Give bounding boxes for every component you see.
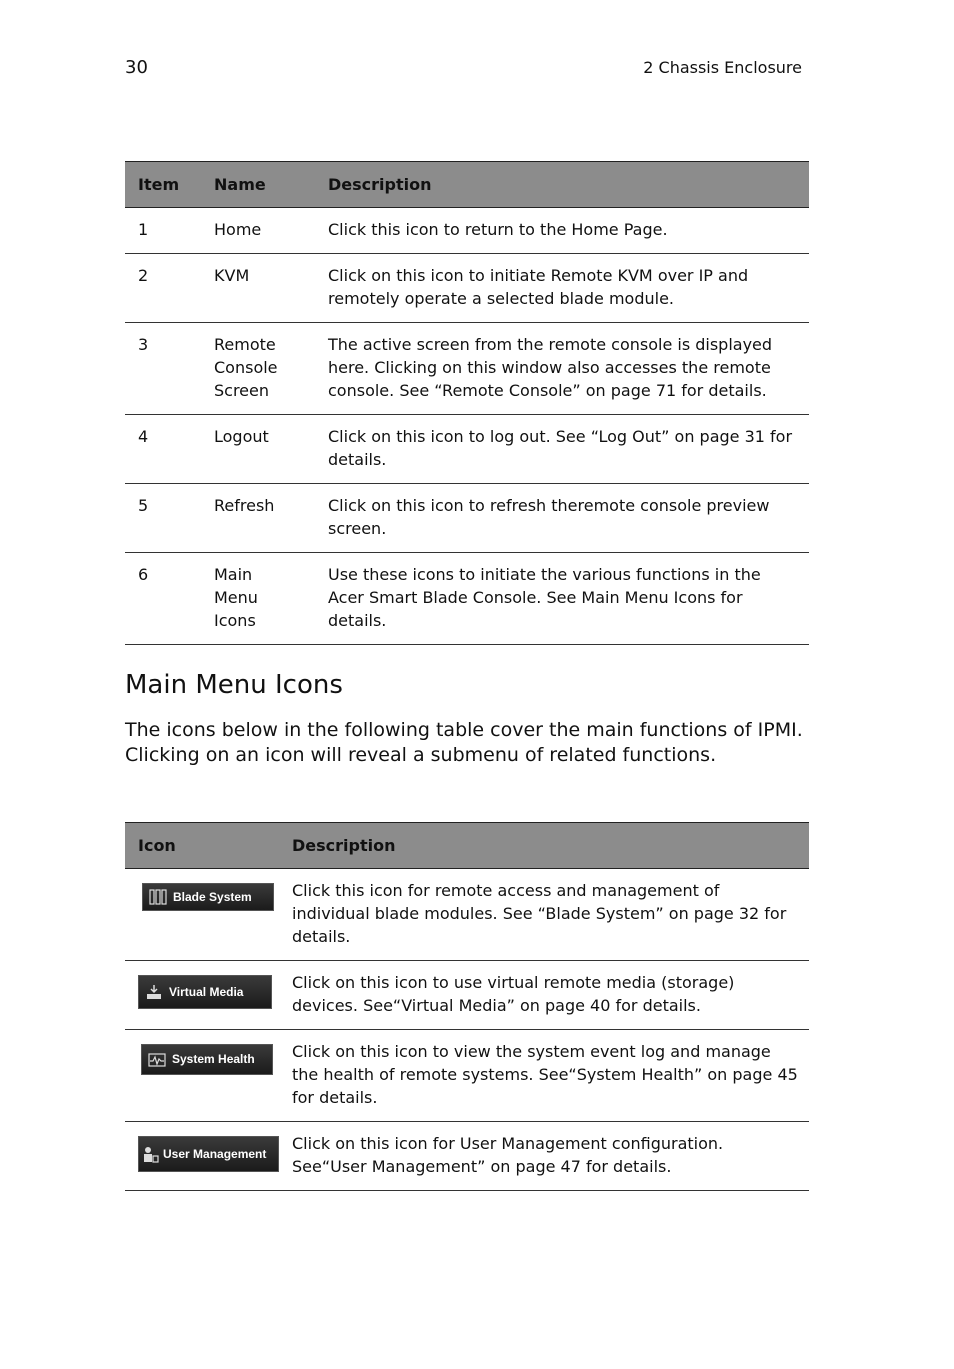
icon-description: Click on this icon to use virtual remote media (storage) devices. See“Virtual Media” on page 40 for details. [279,961,809,1030]
table-row [125,1030,809,1122]
item-name: Home [201,208,315,254]
virtual-media-icon [145,983,163,1001]
item-description: Click on this icon to initiate Remote KVM over IP and remotely operate a selected blade module. [315,254,809,323]
chapter-title: 2 Chassis Enclosure [643,58,802,77]
system-health-icon [148,1051,166,1069]
icon-description: Click on this icon to view the system event log and manage the health of remote systems. See“System Health” on page 45 for details. [279,1030,809,1122]
virtual-media-button [138,975,272,1009]
item-description: Click on this icon to log out. See “Log Out” on page 31 for details. [315,415,809,484]
blade-system-icon [149,888,167,906]
item-description: Click on this icon to refresh theremote console preview screen. [315,484,809,553]
page-number: 30 [125,57,148,78]
header-description: Description [279,823,809,869]
table-header-row [125,823,809,869]
table-row [125,1122,809,1191]
icon-cell [125,1030,279,1122]
items-table [125,161,809,645]
item-name: Remote Console Screen [201,323,315,415]
table-row [125,484,809,553]
item-number: 3 [125,323,201,415]
item-number: 5 [125,484,201,553]
table-row [125,415,809,484]
header-name: Name [201,162,315,208]
item-number: 4 [125,415,201,484]
item-name: Logout [201,415,315,484]
item-number: 1 [125,208,201,254]
system-health-button [141,1044,273,1075]
item-number: 6 [125,553,201,645]
header-item: Item [125,162,201,208]
virtual-media-label: Virtual Media [169,984,244,999]
icons-table [125,822,809,1191]
item-number: 2 [125,254,201,323]
section-intro: The icons below in the following table cover the main functions of IPMI. Clicking on an icon will reveal a submenu of related functions. [125,719,803,766]
icon-description: Click this icon for remote access and management of individual blade modules. See “Blade System” on page 32 for details. [279,869,809,961]
table-row [125,869,809,961]
item-description: The active screen from the remote console is displayed here. Clicking on this window also accesses the remote console. See “Remote Console” on page 71 for details. [315,323,809,415]
icon-cell [125,1122,279,1191]
item-description: Use these icons to initiate the various functions in the Acer Smart Blade Console. See Main Menu Icons for details. [315,553,809,645]
section-title: Main Menu Icons [125,670,343,700]
icon-description: Click on this icon for User Management configuration. See“User Management” on page 47 for details. [279,1122,809,1191]
header-description: Description [315,162,809,208]
blade-system-label: Blade System [173,889,252,904]
item-name: Refresh [201,484,315,553]
user-management-label: User Management [163,1146,267,1161]
user-management-icon [142,1145,160,1163]
user-management-button [138,1136,279,1172]
blade-system-button [142,883,274,911]
icon-cell [125,869,279,961]
table-row [125,553,809,645]
table-header-row [125,162,809,208]
table-row [125,323,809,415]
item-description: Click this icon to return to the Home Page. [315,208,809,254]
table-row [125,208,809,254]
item-name: KVM [201,254,315,323]
item-name: Main Menu Icons [201,553,315,645]
table-row [125,961,809,1030]
icon-cell [125,961,279,1030]
table-row [125,254,809,323]
system-health-label: System Health [172,1052,255,1066]
header-icon: Icon [125,823,279,869]
